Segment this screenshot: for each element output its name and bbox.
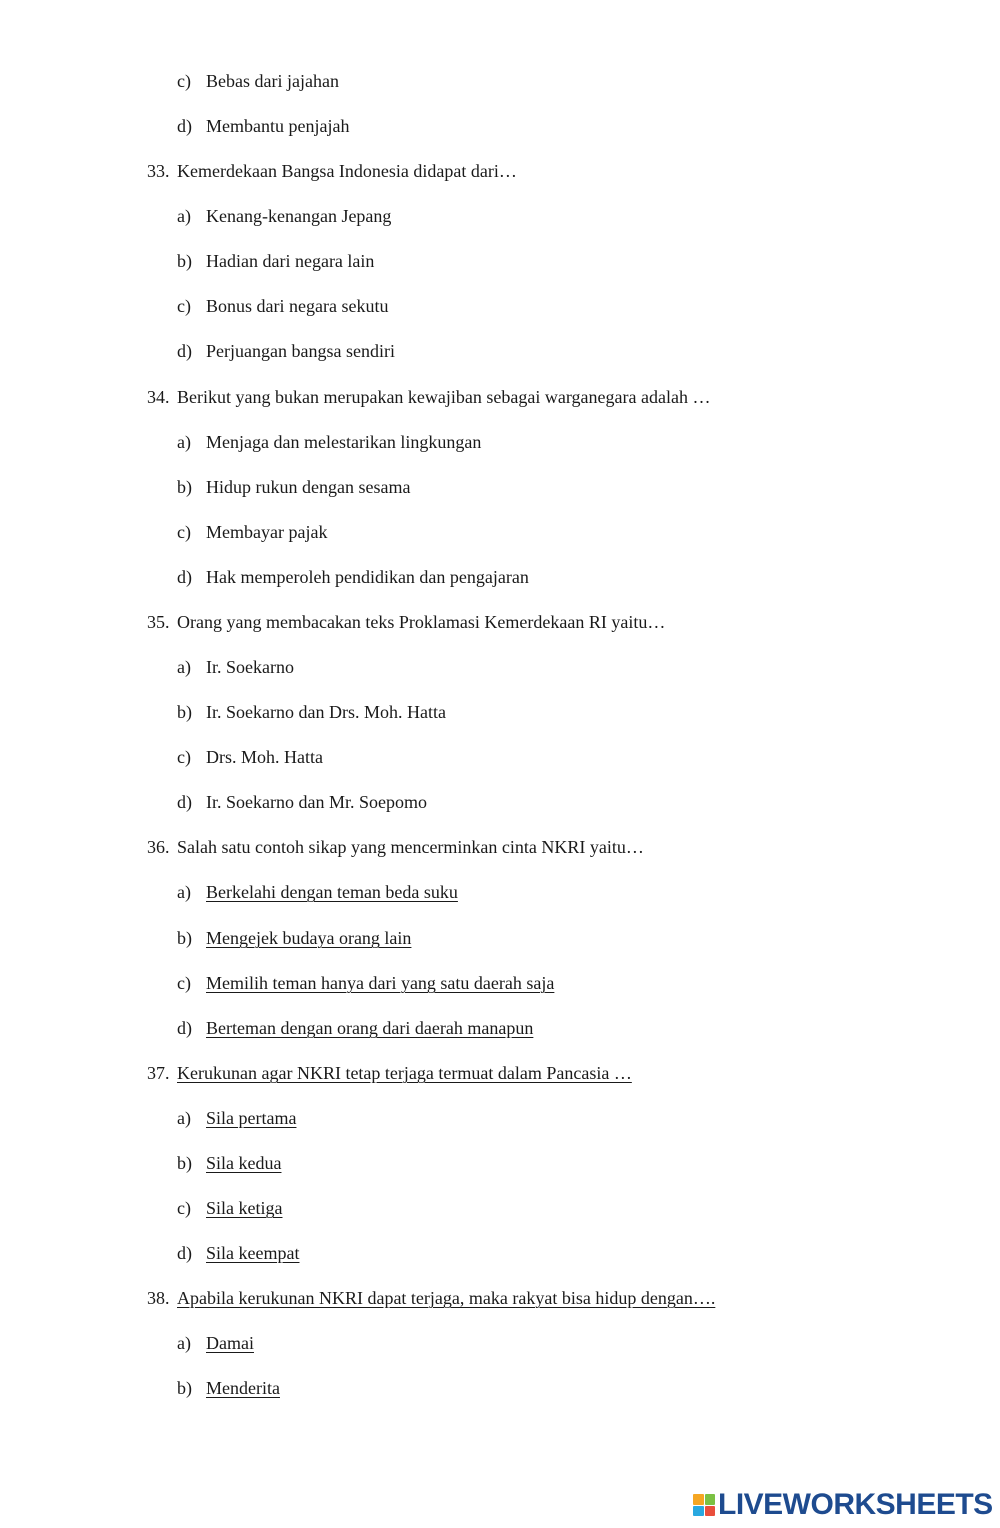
- logo-square-icon: [705, 1506, 716, 1517]
- option-d: d) Perjuangan bangsa sendiri: [177, 341, 395, 361]
- option-b: b) Sila kedua: [177, 1153, 282, 1173]
- question-38: 38. Apabila kerukunan NKRI dapat terjaga, maka rakyat bisa hidup dengan….: [147, 1288, 716, 1308]
- option-b: b) Hidup rukun dengan sesama: [177, 477, 411, 497]
- option-a: a) Sila pertama: [177, 1108, 297, 1128]
- option-b: b) Ir. Soekarno dan Drs. Moh. Hatta: [177, 702, 446, 722]
- logo-square-icon: [705, 1494, 716, 1505]
- option-c: c) Bonus dari negara sekutu: [177, 296, 389, 316]
- option-b: b) Mengejek budaya orang lain: [177, 928, 412, 948]
- question-33: 33. Kemerdekaan Bangsa Indonesia didapat dari…: [147, 161, 517, 181]
- option-a: a) Kenang-kenangan Jepang: [177, 206, 392, 226]
- liveworksheets-logo: [693, 1488, 993, 1522]
- option-d: d) Membantu penjajah: [177, 116, 350, 136]
- option-a: a) Damai: [177, 1333, 254, 1353]
- option-b: b) Menderita: [177, 1378, 280, 1398]
- question-36: 36. Salah satu contoh sikap yang mencerminkan cinta NKRI yaitu…: [147, 837, 644, 857]
- option-d: d) Berteman dengan orang dari daerah manapun: [177, 1018, 534, 1038]
- option-c: c) Bebas dari jajahan: [177, 71, 339, 91]
- option-c: c) Sila ketiga: [177, 1198, 283, 1218]
- question-35: 35. Orang yang membacakan teks Proklamasi Kemerdekaan RI yaitu…: [147, 612, 666, 632]
- option-c: c) Memilih teman hanya dari yang satu daerah saja: [177, 973, 555, 993]
- question-34: 34. Berikut yang bukan merupakan kewajiban sebagai warganegara adalah …: [147, 387, 711, 407]
- logo-square-icon: [693, 1494, 704, 1505]
- option-a: a) Ir. Soekarno: [177, 657, 294, 677]
- logo-square-icon: [693, 1506, 704, 1517]
- option-d: d) Sila keempat: [177, 1243, 300, 1263]
- liveworksheets-grid-icon: [693, 1494, 715, 1516]
- option-a: a) Berkelahi dengan teman beda suku: [177, 882, 458, 902]
- option-c: c) Drs. Moh. Hatta: [177, 747, 323, 767]
- option-b: b) Hadian dari negara lain: [177, 251, 375, 271]
- option-c: c) Membayar pajak: [177, 522, 328, 542]
- option-a: a) Menjaga dan melestarikan lingkungan: [177, 432, 482, 452]
- option-d: d) Ir. Soekarno dan Mr. Soepomo: [177, 792, 427, 812]
- brand-name: LIVEWORKSHEETS: [718, 1488, 993, 1521]
- question-37: 37. Kerukunan agar NKRI tetap terjaga termuat dalam Pancasia …: [147, 1063, 632, 1083]
- option-d: d) Hak memperoleh pendidikan dan pengajaran: [177, 567, 529, 587]
